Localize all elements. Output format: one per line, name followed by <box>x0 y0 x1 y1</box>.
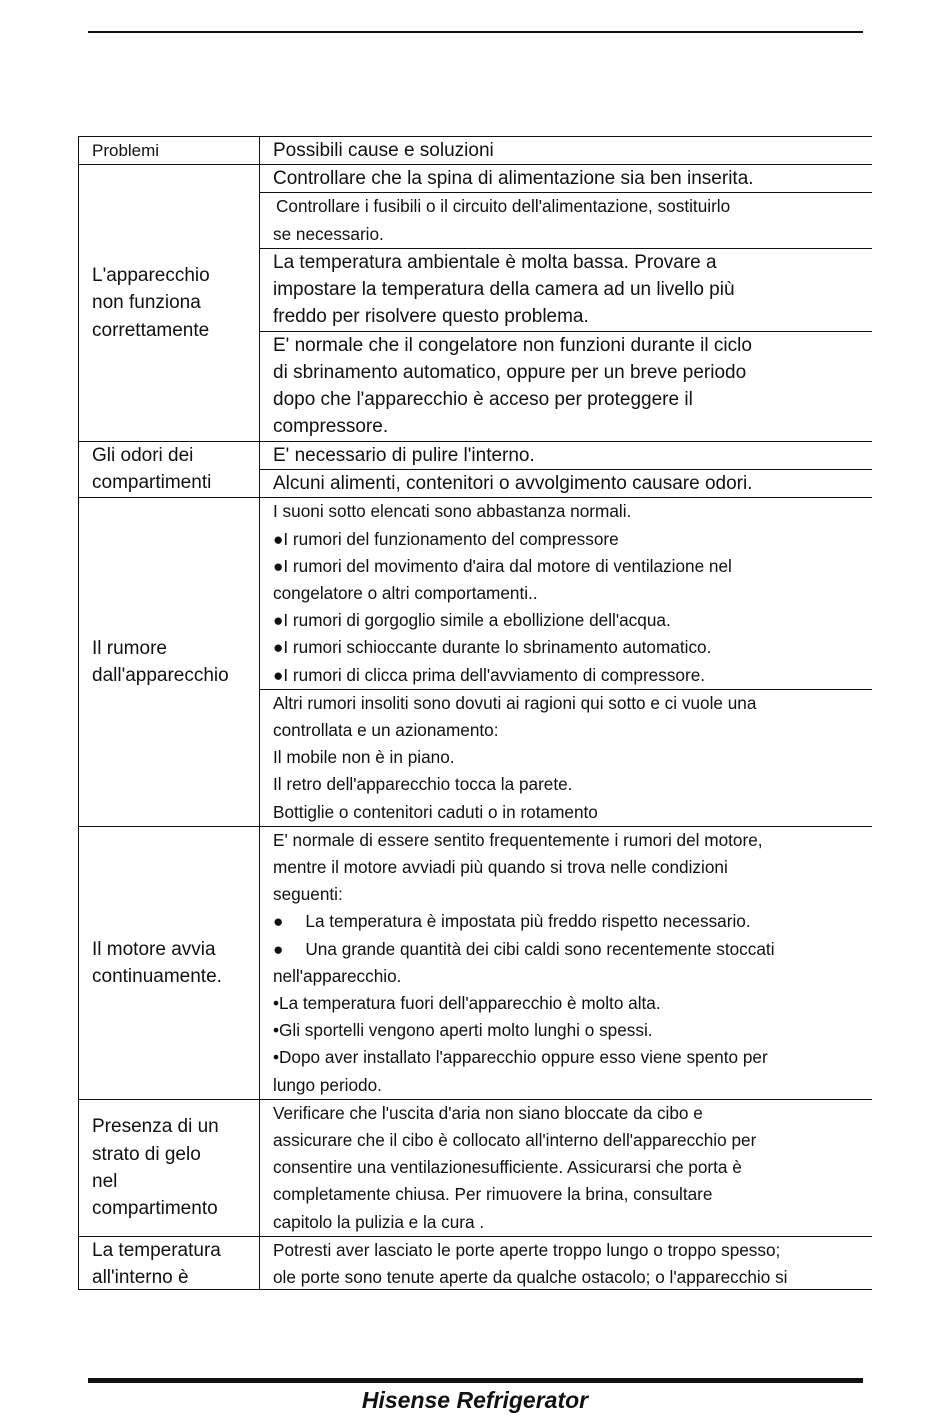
solution-cell: E' normale che il congelatore non funzioni durante il ciclo di sbrinamento automatico, oppure per un breve periodo dopo che l'apparecchio è acceso per proteggere il compressore. <box>260 331 873 441</box>
troubleshooting-table <box>78 136 872 1290</box>
bullet-icon: ● <box>273 911 284 932</box>
problem-cell: Il rumore dall'apparecchio <box>79 498 260 826</box>
problem-cell: Gli odori dei compartimenti <box>79 441 260 498</box>
solution-cell: La temperatura ambientale è molta bassa. Provare a impostare la temperatura della camera ad un livello più freddo per risolvere questo problema. <box>260 248 873 331</box>
bullet-icon: ● <box>273 938 284 959</box>
table-row <box>79 165 873 193</box>
solution-cell: Controllare i fusibili o il circuito dell'alimentazione, sostituirlo se necessario. <box>260 193 873 248</box>
header-rule <box>88 31 863 33</box>
table-row <box>79 1099 873 1236</box>
table-row <box>79 826 873 1099</box>
solution-cell: E' necessario di pulire l'interno. <box>260 441 873 469</box>
solution-cell: Alcuni alimenti, contenitori o avvolgimento causare odori. <box>260 470 873 498</box>
header-solutions: Possibili cause e soluzioni <box>260 137 873 165</box>
table-header-row <box>79 137 873 165</box>
solution-cell: E' normale di essere sentito frequentemente i rumori del motore, mentre il motore avviadi più quando si trova nelle condizioni seguenti: ● La temperatura è impostata più freddo rispetto necessario. ● Una grande quantità dei cibi caldi sono recentemente stoccati nell'apparecchio. •La temperatura fuori dell'apparecchio è molto alta. •Gli sportelli vengono aperti molto lunghi o spessi. •Dopo aver installato l'apparecchio oppure esso viene spento per lungo periodo. <box>260 826 873 1099</box>
footer-brand: Hisense Refrigerator <box>361 1387 589 1413</box>
problem-cell: L'apparecchio non funziona correttamente <box>79 165 260 442</box>
problem-cell: Il motore avvia continuamente. <box>79 826 260 1099</box>
table-row <box>79 441 873 469</box>
problem-cell: Presenza di un strato di gelo nel compartimento <box>79 1099 260 1236</box>
footer-rule <box>88 1378 863 1383</box>
header-problem: Problemi <box>79 137 260 165</box>
troubleshooting-table-container <box>78 136 872 1290</box>
table-row <box>79 1236 873 1290</box>
solution-cell: Controllare che la spina di alimentazione sia ben inserita. <box>260 165 873 193</box>
solution-cell: Verificare che l'uscita d'aria non siano bloccate da cibo e assicurare che il cibo è collocato all'interno dell'apparecchio per consentire una ventilazionesufficiente. Assicurarsi che porta è completamente chiusa. Per rimuovere la brina, consultare capitolo la pulizia e la cura . <box>260 1099 873 1236</box>
problem-cell: La temperatura all'interno è <box>79 1236 260 1290</box>
solution-cell: I suoni sotto elencati sono abbastanza normali. ●I rumori del funzionamento del compressore ●I rumori del movimento d'aira dal motore di ventilazione nel congelatore o altri comportamenti.. ●I rumori di gorgoglio simile a ebollizione dell'acqua. ●I rumori schioccante durante lo sbrinamento automatico. ●I rumori di clicca prima dell'avviamento di compressore. <box>260 498 873 689</box>
solution-cell: Potresti aver lasciato le porte aperte troppo lungo o troppo spesso; ole porte sono tenute aperte da qualche ostacolo; o l'apparecchio si <box>260 1236 873 1290</box>
table-row <box>79 498 873 689</box>
solution-cell: Altri rumori insoliti sono dovuti ai ragioni qui sotto e ci vuole una controllata e un azionamento: Il mobile non è in piano. Il retro dell'apparecchio tocca la parete. Bottiglie o contenitori caduti o in rotamento <box>260 689 873 826</box>
